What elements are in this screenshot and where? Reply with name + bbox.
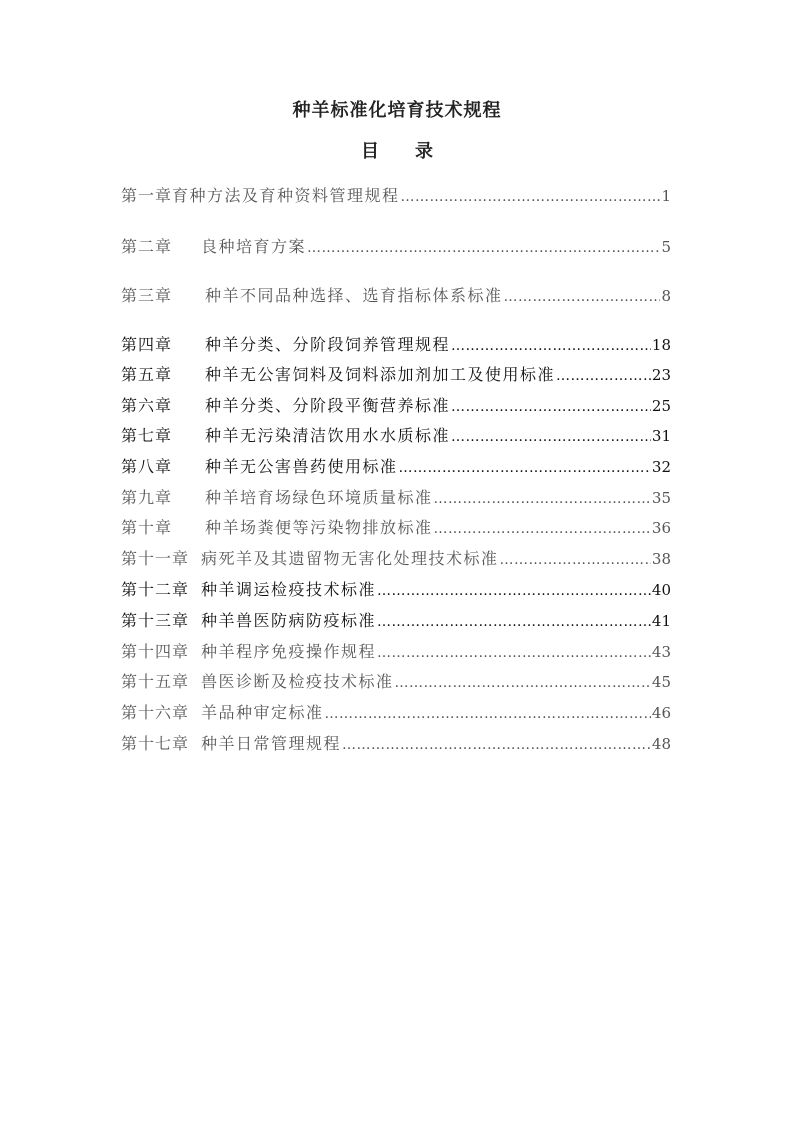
toc-entry[interactable] xyxy=(121,333,671,357)
toc-page-number: 41 xyxy=(651,612,671,630)
toc-entry[interactable] xyxy=(121,609,671,633)
toc-page-number: 45 xyxy=(651,673,671,691)
toc-heading-char-2: 录 xyxy=(415,141,433,162)
document-title: 种羊标准化培育技术规程 xyxy=(292,100,502,121)
toc-page-number: 32 xyxy=(651,458,671,476)
toc-page-number: 43 xyxy=(651,643,671,661)
toc-entry[interactable] xyxy=(121,640,671,664)
toc-title: 种羊分类、分阶段饲养管理规程 xyxy=(205,335,451,354)
toc-title: 种羊日常管理规程 xyxy=(201,734,342,753)
toc-chapter: 第二章 xyxy=(121,237,173,256)
toc-entry[interactable] xyxy=(121,670,671,694)
toc-leader-dots xyxy=(434,487,651,510)
toc-page-number: 18 xyxy=(651,336,671,354)
toc-leader-dots xyxy=(399,456,651,479)
toc-leader-dots xyxy=(401,185,661,208)
toc-chapter: 第十四章 xyxy=(121,642,190,661)
toc-title: 种羊培育场绿色环境质量标准 xyxy=(205,488,433,507)
toc-page-number: 40 xyxy=(651,581,671,599)
toc-chapter: 第一章 xyxy=(121,186,173,205)
toc-chapter: 第十三章 xyxy=(121,611,190,630)
toc-chapter: 第四章 xyxy=(121,335,173,354)
toc-entry[interactable] xyxy=(121,455,671,479)
toc-page-number: 1 xyxy=(661,187,671,205)
toc-entry[interactable] xyxy=(121,578,671,602)
toc-title: 种羊场粪便等污染物排放标准 xyxy=(205,518,433,537)
toc-heading xyxy=(0,137,794,163)
toc-entry[interactable] xyxy=(121,363,671,387)
toc-page-number: 35 xyxy=(651,489,671,507)
toc-page-number: 23 xyxy=(651,366,671,384)
toc-entry[interactable] xyxy=(121,424,671,448)
toc-title: 种羊无公害饲料及饲料添加剂加工及使用标准 xyxy=(205,365,556,384)
toc-leader-dots xyxy=(307,236,660,259)
toc-chapter: 第九章 xyxy=(121,488,173,507)
toc-chapter: 第五章 xyxy=(121,365,173,384)
toc-leader-dots xyxy=(342,733,651,756)
toc-leader-dots xyxy=(377,579,651,602)
toc-page-number: 38 xyxy=(651,550,671,568)
toc-entry[interactable] xyxy=(121,284,671,308)
toc-page-number: 46 xyxy=(651,704,671,722)
toc-title: 病死羊及其遗留物无害化处理技术标准 xyxy=(201,549,499,568)
toc-page-number: 5 xyxy=(661,238,671,256)
toc-title: 兽医诊断及检疫技术标准 xyxy=(201,672,394,691)
toc-leader-dots xyxy=(451,395,651,418)
toc-title: 种羊不同品种选择、选育指标体系标准 xyxy=(205,286,503,305)
toc-chapter: 第十二章 xyxy=(121,580,190,599)
toc-chapter: 第十六章 xyxy=(121,703,190,722)
toc-leader-dots xyxy=(395,671,651,694)
toc-heading-char-1: 目 xyxy=(361,141,379,162)
toc-entry[interactable] xyxy=(121,394,671,418)
toc-chapter: 第八章 xyxy=(121,457,173,476)
toc-leader-dots xyxy=(377,641,651,664)
toc-title: 种羊调运检疫技术标准 xyxy=(201,580,377,599)
toc-leader-dots xyxy=(451,334,651,357)
toc-title: 种羊分类、分阶段平衡营养标准 xyxy=(205,396,451,415)
toc-page-number: 36 xyxy=(651,519,671,537)
toc-entry[interactable] xyxy=(121,184,671,208)
toc-entry[interactable] xyxy=(121,235,671,259)
toc-page-number: 8 xyxy=(661,287,671,305)
toc-leader-dots xyxy=(377,610,651,633)
toc-title: 种羊无污染清洁饮用水水质标准 xyxy=(205,426,451,445)
toc-entry[interactable] xyxy=(121,547,671,571)
toc-page-number: 48 xyxy=(651,735,671,753)
toc-chapter: 第六章 xyxy=(121,396,173,415)
toc-title: 羊品种审定标准 xyxy=(201,703,324,722)
toc-chapter: 第十章 xyxy=(121,518,173,537)
toc-chapter: 第十七章 xyxy=(121,734,190,753)
toc-entry[interactable] xyxy=(121,732,671,756)
toc-leader-dots xyxy=(504,285,661,308)
toc-chapter: 第十五章 xyxy=(121,672,190,691)
toc-leader-dots xyxy=(451,425,651,448)
toc-page-number: 25 xyxy=(651,397,671,415)
toc-leader-dots xyxy=(556,364,651,387)
toc-leader-dots xyxy=(325,702,651,725)
toc-title: 育种方法及育种资料管理规程 xyxy=(172,186,400,205)
toc-title: 种羊兽医防病防疫标准 xyxy=(201,611,377,630)
toc-title: 良种培育方案 xyxy=(201,237,307,256)
toc-entry[interactable] xyxy=(121,701,671,725)
toc-entry[interactable] xyxy=(121,516,671,540)
toc-chapter: 第十一章 xyxy=(121,549,190,568)
toc-chapter: 第三章 xyxy=(121,286,173,305)
toc-chapter: 第七章 xyxy=(121,426,173,445)
toc-page-number: 31 xyxy=(651,427,671,445)
toc-title: 种羊无公害兽药使用标准 xyxy=(205,457,398,476)
toc-entry[interactable] xyxy=(121,486,671,510)
toc-title: 种羊程序免疫操作规程 xyxy=(201,642,377,661)
toc-leader-dots xyxy=(500,548,651,571)
toc-leader-dots xyxy=(434,517,651,540)
